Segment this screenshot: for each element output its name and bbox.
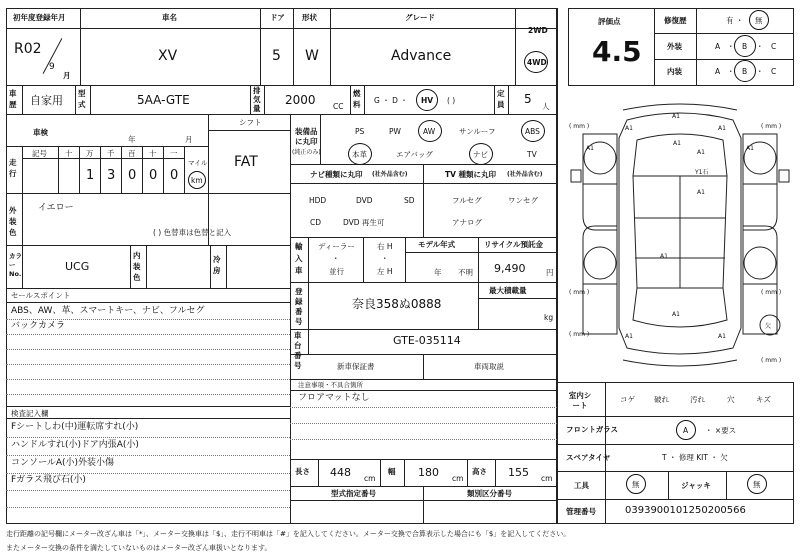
mileage-unit-0: 十 [65,149,73,158]
seat-label: 室内シート [568,391,592,410]
import-dot-2: ・ [381,254,389,263]
glass-selected: A [683,426,689,435]
first-reg-month: 9 [49,62,55,72]
seat-item-4: キズ [756,395,771,404]
dmg-label-6: A1 [746,145,754,152]
ac-label: 冷房 [213,255,221,275]
length-value: 448 [330,466,351,479]
glass-label: フロントガラス [566,425,619,434]
chassis-label: 車台番号 [294,331,302,370]
dmg-label-11: A1 [718,333,726,340]
dmg-label-0: A1 [672,113,680,120]
first-reg-label: 初年度登録年月 [13,13,66,22]
shape: W [305,48,319,64]
dmg-label-8: A1 [660,253,668,260]
import-dot-1: ・ [332,254,340,263]
registration-label: 登録番号 [295,287,303,326]
color-value: イエロー [38,203,74,213]
dmg-label-1: A1 [625,125,633,132]
import-left-h: 左 H [377,267,393,276]
equipment-label: 装備品に丸印 [295,127,318,146]
fuel-selected: HV [421,96,434,105]
color-no-label: カラーNo. [9,252,22,278]
seat-item-3: 穴 [727,395,735,404]
navi-sub: (社外品含む) [372,171,408,178]
doors: 5 [272,48,281,64]
vehicle-use-label: 車歴 [9,89,17,109]
height-value: 155 [508,466,529,479]
class-designation-label: 類別区分番号 [467,489,512,498]
mm-label-0: ( mm ) [569,123,590,130]
mileage-unit-5: 一 [170,149,178,158]
exterior-c: C [771,42,777,51]
dmg-label-10: A1 [625,333,633,340]
inspector-line-0: Fシートしわ(中)運転席すれ(小) [11,422,139,432]
interior-dot-1: ・ [727,67,735,76]
dmg-label-4: A1 [697,149,705,156]
equip-abs: ABS [525,127,540,136]
mileage-sym-label: 記号 [32,149,47,158]
notes-label: 注意事項・不具合箇所 [298,381,363,389]
model-year-unknown: 不明 [458,268,473,277]
vehicle-use: 自家用 [30,94,63,107]
import-parallel: 並行 [329,267,344,276]
interior-label: 内装 [667,67,682,76]
warranty-new-car: 新車保証書 [337,362,375,371]
navi-sd: SD [404,196,415,205]
mileage-digit-4: 0 [149,168,158,183]
seat-item-1: 破れ [654,395,669,404]
color-label: 外装色 [9,206,17,237]
jack-value: 無 [753,480,761,489]
tv-label: TV 種類に丸印 [445,170,497,179]
equipment-sub: (純正のみ) [292,149,321,156]
tools-label: 工具 [574,481,589,490]
color-note: ( ) 色替車は色替と記入 [153,228,232,237]
mgmt-label: 管理番号 [566,507,596,516]
exterior-label: 外装 [667,42,682,51]
mgmt-value: 0393900101250200566 [625,505,746,516]
capacity-unit: 人 [542,102,550,111]
fuel-paren: ( ) [447,96,456,105]
fuel-label: 燃料 [353,89,361,109]
footer-line-1: 走行距離の記号欄にメーター改ざん車は「*」、メーター交換車は「$」、走行不明車は「#」を記入してください。メーター交換で合算表示した場合にも「$」を記入してください。 [6,530,571,538]
drive-2wd: 2WD [528,26,548,35]
mileage-mile: マイル [188,159,208,167]
exterior-dot-2: ・ [756,42,764,51]
model-label: 型式 [78,89,86,109]
length-label: 長さ [295,467,310,476]
dmg-label-9: A1 [672,311,680,318]
width-value: 180 [418,466,439,479]
warranty-manual: 車両取説 [474,362,504,371]
color-no: UCG [65,260,90,273]
inspection-label: 車検 [33,128,48,137]
glass-rest: ・ ×要ス [705,426,737,435]
car-damage-diagram [565,98,795,378]
mm-label-3: ( mm ) [761,289,782,296]
recycle-value: 9,490 [494,262,526,275]
mileage-digit-3: 0 [128,168,137,183]
width-label: 幅 [388,467,396,476]
inspector-line-1: ハンドルすれ(小)ドア内張A(小) [11,440,139,450]
navi-label: ナビ種類に丸印 [310,170,363,179]
notes-line-0: フロアマットなし [298,393,370,403]
mileage-digit-1: 1 [86,168,95,183]
car-name: XV [158,48,178,64]
spare-items: T ・ 修理 KIT ・ 欠 [662,453,728,462]
chassis-value: GTE-035114 [393,334,461,347]
score-label: 評価点 [598,17,621,26]
grade: Advance [391,48,452,64]
exterior-a: A [715,42,721,51]
import-label: 輸入車 [295,242,303,275]
mileage-digit-5: 0 [170,168,179,183]
equip-ps: PS [355,127,365,136]
repair-selected: 無 [755,16,763,25]
import-right-h: 右 H [377,242,393,251]
displacement-label: 排気量 [253,86,261,113]
cc-unit: CC [333,102,344,111]
navi-hdd: HDD [309,196,327,205]
exterior-b: B [742,42,748,51]
mm-label-1: ( mm ) [761,123,782,130]
tv-analog: アナログ [452,218,482,227]
car-name-label: 車名 [162,13,177,22]
interior-c: C [771,67,777,76]
dmg-label-13: 欠 [765,323,772,330]
footer-line-2: またメーター交換の条件を満たしていないものはメーター改ざん車扱いとなります。 [6,544,272,552]
model: 5AA-GTE [137,93,190,107]
equip-sunroof: サンルーフ [459,127,496,136]
equip-aw: AW [423,127,436,136]
dmg-label-2: A1 [718,125,726,132]
shift: FAT [234,154,258,170]
equip-pw: PW [389,127,401,136]
door-label: ドア [270,13,285,22]
inspector-line-2: コンソールA(小)外装小傷 [11,458,114,468]
exterior-dot-1: ・ [727,42,735,51]
width-cm: cm [452,474,464,483]
mm-label-2: ( mm ) [569,289,590,296]
dmg-label-3: A1 [673,140,681,147]
tv-oneseg: ワンセグ [508,196,538,205]
spare-label: スペアタイヤ [566,453,611,462]
mileage-digit-2: 3 [107,168,116,183]
mileage-km: km [191,176,203,185]
repair-options: 有 ・ [726,16,744,25]
inspector-line-3: Fガラス飛び石(小) [11,475,86,485]
capacity-label: 定員 [497,89,505,109]
score-value: 4.5 [592,35,642,68]
interior-dot-2: ・ [756,67,764,76]
grade-label: グレード [405,13,435,22]
sales-point-line-1: バックカメラ [11,321,66,331]
interior-b: B [742,67,748,76]
displacement: 2000 [285,93,316,107]
tools-value: 無 [632,480,640,489]
equip-tv: TV [527,150,537,159]
recycle-yen: 円 [546,268,554,277]
tv-sub: (社外品含む) [507,171,543,178]
registration-value: 奈良358ぬ0888 [352,297,442,311]
jack-label: ジャッキ [681,481,711,490]
tv-fullseg: フルセグ [452,196,482,205]
height-cm: cm [541,474,553,483]
seat-item-0: コゲ [620,395,635,404]
equip-leather: 本革 [352,150,367,159]
mileage-label: 走行 [9,158,17,178]
height-label: 高さ [472,467,487,476]
interior-color-label: 内装色 [133,251,141,282]
dmg-label-12: Y1石 [695,169,709,176]
inspection-year: 年 [128,135,136,144]
fuel-options: G ・ D ・ [374,96,408,105]
inspector-label: 検査記入欄 [11,409,49,418]
month-unit: 月 [63,71,71,80]
model-year-unit: 年 [434,268,442,277]
max-load-kg: kg [544,313,554,322]
navi-cd: CD [310,218,322,227]
sales-points-label: セールスポイント [11,291,71,300]
mm-label-4: ( mm ) [569,331,590,338]
mileage-unit-4: 十 [149,149,157,158]
mileage-unit-2: 千 [107,149,115,158]
dmg-label-7: A1 [697,189,705,196]
max-load-label: 最大積載量 [489,286,527,295]
navi-dvd-play: DVD 再生可 [343,218,385,227]
repair-label: 修復歴 [664,16,687,25]
recycle-label: リサイクル預託金 [484,240,543,249]
type-designation-label: 型式指定番号 [331,489,376,498]
interior-a: A [715,67,721,76]
mileage-unit-3: 百 [128,149,136,158]
shape-label: 形状 [302,13,317,22]
mm-label-5: ( mm ) [761,357,782,364]
sales-point-line-0: ABS、AW、革、スマートキー、ナビ、フルセグ [11,306,205,316]
import-dealer: ディーラー [318,242,355,251]
model-year-label: モデル年式 [418,240,456,249]
equip-navi: ナビ [473,150,488,159]
equip-airbag: エアバッグ [396,150,433,159]
length-cm: cm [364,474,376,483]
inspection-month: 月 [185,135,193,144]
mileage-unit-1: 万 [86,149,94,158]
shift-label: シフト [239,118,262,127]
capacity: 5 [524,92,532,106]
navi-dvd: DVD [356,196,373,205]
seat-item-2: 汚れ [690,395,705,404]
first-reg-era: R02 [14,41,42,57]
dmg-label-5: A1 [586,145,594,152]
drive-4wd: 4WD [527,58,547,67]
